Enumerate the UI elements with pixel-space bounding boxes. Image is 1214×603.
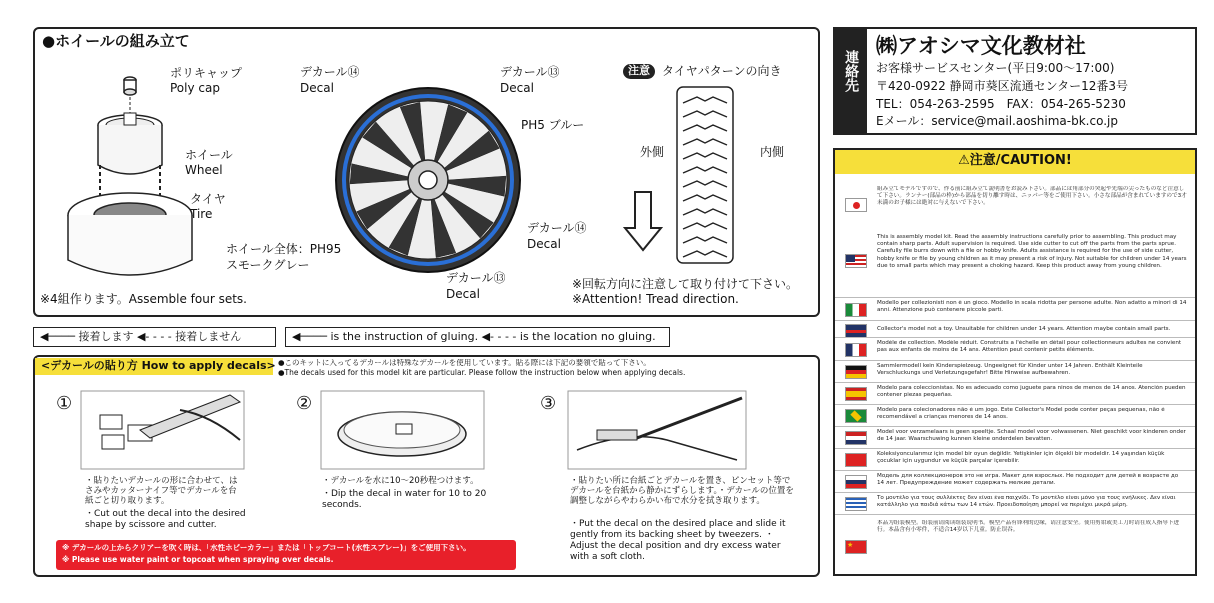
caution-text-gr: Το μοντέλο για τους συλλέκτες δεν είναι ένα παιχνίδι. Το μοντέλο είναι μόνο για τους ενήλικες. Δεν είναι κατάλληλο για παιδιά κάτω των 14 ετών. Προειδοποίηση μπορεί να περιέχει μικρά μέρη. [877,495,1176,509]
flag-spain-icon [845,387,867,401]
caution-text-en: This is assembly model kit. Read the assembly instructions carefully prior to assembling. This product may contain sharp parts. Adult supervision is required. Use side cutter to cut off the parts from the parts sprue. Carefully file burrs down with a file or hobby knife. Adults assistance is required for the use of side cutter, hobby knife or file by young children as it may present a risk of injury. Not suitable for children under 14 years due to small parts which may present a choking hazard. Keep this product away from young children. [877,234,1187,269]
tire-label-en: Tire [190,207,213,221]
caution-text-jp: 組み立てモデルですので、作る前に組み立て説明書をお読み下さい。部品には角部分の突起や先端の尖ったものなど注意して下さい。ランナー(部品の枠)から部品を切り離す時は、ニッパー等をご使用下さい。小さな部品が含まれていますので3才未満のお子様には絶対に与えないで下さい。 [877,186,1187,207]
glue-legend-jp: ◀──── 接着します ◀- - - - 接着しません [33,327,276,347]
decal13-top-label: デカール⑬ [500,65,560,79]
polycap-label-en: Poly cap [170,81,220,95]
caution-text-nl: Model voor verzamelaars is geen speeltje. Schaal model voor volwassenen. Niet geschikt voor kinderen onder de 14 jaar. Waarschuwing kunnen kleine onderdelen bevatten. [877,429,1186,443]
flag-china-icon: ★ [845,540,867,554]
wheel-label-en: Wheel [185,163,223,177]
decals-header: <デカールの貼り方 How to apply decals> [35,358,273,375]
caution-text-de: Sammlermodell kein Kinderspielzeug. Ungeeignet für Kinder unter 14 Jahren. Enthält Kleinteile Verschluckungs und Verletzungsgefahr! Bitte Hinweise aufbewahren. [877,363,1143,377]
decal13-bottom-en: Decal [446,287,480,301]
flag-japan-icon [845,198,867,212]
tread-title: タイヤパターンの向き [662,64,782,78]
inside-label: 内側 [760,145,785,159]
step3-illustration [567,390,747,470]
flag-turkey-icon [845,453,867,467]
step2-text-en: ・Dip the decal in water for 10 to 20 seconds. [322,489,487,510]
flag-france-icon [845,343,867,357]
step3-text-jp: ・貼りたい所に台紙ごとデカールを置き、ピンセット等でデカールを台紙から静かにずらします。・デカールの位置を調整しながらやわらかい布で水分を拭き取ります。 [570,476,794,506]
rotation-note-en: ※Attention! Tread direction. [572,292,739,306]
address: 〒420-0922 静岡市葵区流通センター12番3号 [876,79,1129,93]
assembly-title: ●ホイールの組み立て [42,32,190,50]
decals-note-jp: ●このキットに入ってるデカールは特殊なデカールを使用しています。貼る際には下記の要領で貼って下さい。 [278,359,651,367]
caution-text-it: Modello per collezionisti non è un gioco. Modello in scala ridotta per persone adulte. Non adatto a minori di 14 anni. Attenzione può contenere piccole parti. [877,300,1187,314]
ph5-label: PH5 ブルー [521,118,585,132]
email: Eメール：service@mail.aoshima-bk.co.jp [876,114,1118,128]
notice-badge: 注意 [623,64,655,79]
decals-warning-jp: ※ デカールの上からクリアーを吹く時は、「水性ホビーカラー」または「トップコート(水性スプレー)」をご使用下さい。 [62,544,471,552]
step2-number: ② [296,393,313,414]
step2-text-jp: ・デカールを水に10〜20秒程つけます。 [322,476,479,486]
flag-greece-icon [845,497,867,511]
polycap-label-jp: ポリキャップ [170,66,243,80]
caution-title: ⚠注意/CAUTION! [835,150,1195,174]
contact-label: 連絡先 [843,50,860,92]
wheel-label-jp: ホイール [185,148,233,162]
outside-label: 外側 [640,145,665,159]
caution-text-es: Modelo para coleccionistas. No es adecuado como juguete para ninos de menos de 14 anos. Atención pueden contener piezas pequeñas. [877,385,1186,399]
glue-legend-en: ◀──── is the instruction of gluing. ◀- - - - is the location no gluing. [285,327,670,347]
step1-illustration [80,390,245,470]
flag-italy-icon [845,303,867,317]
flag-uk-icon [845,324,867,338]
decal13-bottom-label: デカール⑬ [446,271,506,285]
decal14-top-en: Decal [300,81,334,95]
step2-illustration [320,390,485,470]
decal14-right-label: デカール⑭ [527,221,587,235]
decals-note-en: ●The decals used for this model kit are particular. Please follow the instruction below when applying decals. [278,369,686,377]
step3-number: ③ [540,393,557,414]
flag-brazil-icon [845,409,867,423]
smoke-grey-label: スモークグレー [226,258,310,272]
step1-text-en: ・Cut out the decal into the desired shape by scissore and cutter. [85,509,246,530]
four-sets-note: ※4組作ります。Assemble four sets. [40,292,247,306]
caution-text-cn: 本品为组装模型。组装前请阅读组装说明书。模型产品有锋利的边缘，请注意安全。使用剪钳或美工刀时请在成人指导下进行。本品含有小零件，不适合14岁以下儿童。防止误吞。 [877,520,1180,534]
caution-box [833,148,1197,576]
wheel-all-label: ホイール全体：PH95 [226,242,342,256]
caution-text-uk: Collector's model not a toy. Unsuitable for children under 14 years. Attention maybe contain small parts. [877,326,1171,332]
caution-text-fr: Modèle de collection. Modèle réduit. Construits a l'échelle en détail pour collectionneurs adultes ne convient pas aux enfants de moins de 14 ans. Attention peut contenir petits éléments. [877,340,1182,354]
service-center: お客様サービスセンター(平日9:00〜17:00) [876,61,1115,75]
flag-netherlands-icon [845,431,867,445]
caution-text-ru: Модель для коллекционеров это не игра. Макет для взрослых. Не подходит для детей в возрасте до 14 лет. Предупреждение может содержать мелкие детали. [877,473,1179,487]
company-name: ㈱アオシマ文化教材社 [876,34,1086,58]
caution-text-tr: Koleksiyoncularımız için model bir oyun değildir. Yetişkinler için ölçekli bir modeldir. 14 yaşından küçük çocuklar için uygundur ve küçük parçalar içerebilir. [877,451,1165,465]
tread-pattern-diagram [675,85,735,265]
tire-label-jp: タイヤ [190,192,226,206]
flag-russia-icon [845,475,867,489]
flag-germany-icon [845,365,867,379]
decal14-right-en: Decal [527,237,561,251]
step1-number: ① [56,393,73,414]
step3-text-en: ・Put the decal on the desired place and slide it gently from its backing sheet by tweezers. ・Adjust the decal position and dry excess water with a soft cloth. [570,519,786,562]
rotation-arrow-icon [623,190,663,252]
wheel-face-diagram [333,85,523,275]
phone-fax: TEL：054-263-2595 FAX：054-265-5230 [876,97,1126,111]
rotation-note-jp: ※回転方向に注意して取り付けて下さい。 [572,277,799,291]
decal14-top-label: デカール⑭ [300,65,360,79]
flag-usa-icon [845,254,867,268]
step1-text-jp: ・貼りたいデカールの形に合わせて、はさみやカッターナイフ等でデカールを台紙ごと切り取ります。 [85,476,238,506]
decals-warning-en: ※ Please use water paint or topcoat when spraying over decals. [62,555,334,564]
caution-text-br: Modelo para colecionadores não é um jogo. Este Collector's Model pode conter peças pequenas, não é recomendável a crianças menores de 14 anos. [877,407,1165,421]
decal13-top-en: Decal [500,81,534,95]
